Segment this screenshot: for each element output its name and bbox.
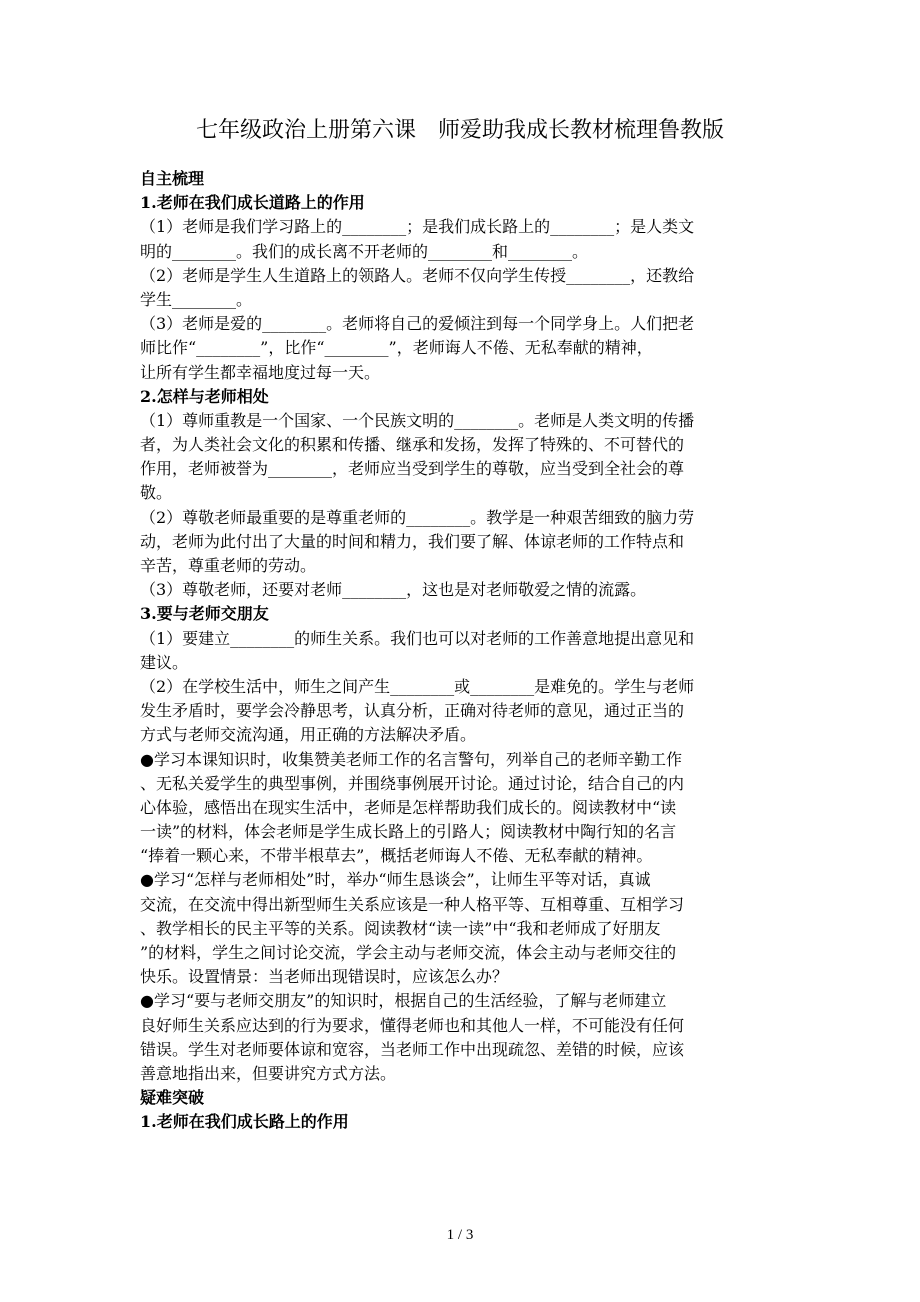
text-line: 让所有学生都幸福地度过每一天。 xyxy=(140,362,381,382)
text-line: 者，为人类社会文化的积累和传播、继承和发扬，发挥了特殊的、不可替代的 xyxy=(140,435,685,455)
text-line: （1）老师是我们学习路上的________；是我们成长路上的________；是人类文 xyxy=(140,217,695,237)
text-line: （2）在学校生活中，师生之间产生________或________是难免的。学生与老师 xyxy=(140,676,695,696)
section-heading: 3.要与老师交朋友 xyxy=(140,604,269,624)
text-line: 心体验，感悟出在现实生活中，老师是怎样帮助我们成长的。阅读教材中“读 xyxy=(140,797,677,817)
text-line: 善意地指出来，但要讲究方式方法。 xyxy=(140,1063,397,1083)
document-title: 七年级政治上册第六课 师爱助我成长教材梳理鲁教版 xyxy=(195,118,724,143)
text-line: 良好师生关系应达到的行为要求，懂得老师也和其他人一样，不可能没有任何 xyxy=(140,1015,685,1035)
text-line: （3）尊敬老师，还要对老师________，这也是对老师敬爱之情的流露。 xyxy=(140,580,647,600)
text-line: 一读”的材料，体会老师是学生成长路上的引路人；阅读教材中陶行知的名言 xyxy=(140,822,677,842)
text-line: 学生________。 xyxy=(140,289,253,309)
text-line: 辛苦，尊重老师的劳动。 xyxy=(140,556,317,575)
text-line: 、教学相长的民主平等的关系。阅读教材“读一读”中“我和老师成了好朋友 xyxy=(140,918,661,938)
text-line: 敬。 xyxy=(140,483,173,503)
section-heading: 2.怎样与老师相处 xyxy=(140,386,269,406)
text-line: （1）尊师重教是一个国家、一个民族文明的________。老师是人类文明的传播 xyxy=(140,410,695,430)
text-line: （1）要建立________的师生关系。我们也可以对老师的工作善意地提出意见和 xyxy=(140,628,695,648)
text-line: 师比作“________”，比作“________”，老师诲人不倦、无私奉献的精神， xyxy=(140,338,653,358)
text-line: ●学习“怎样与老师相处”时，举办“师生恳谈会”，让师生平等对话，真诚 xyxy=(140,870,651,890)
text-line: （3）老师是爱的________。老师将自己的爱倾注到每一个同学身上。人们把老 xyxy=(140,314,695,334)
text-line: 错误。学生对老师要体谅和宽容，当老师工作中出现疏忽、差错的时候，应该 xyxy=(140,1039,685,1059)
section-heading: 1.老师在我们成长道路上的作用 xyxy=(140,193,365,213)
text-line: 动，老师为此付出了大量的时间和精力，我们要了解、体谅老师的工作特点和 xyxy=(140,531,685,551)
text-line: （2）尊敬老师最重要的是尊重老师的________。教学是一种艰苦细致的脑力劳 xyxy=(140,507,695,527)
text-line: 作用，老师被誉为________，老师应当受到学生的尊敬，应当受到全社会的尊 xyxy=(140,459,685,479)
text-line: （2）老师是学生人生道路上的领路人。老师不仅向学生传授________，还教给 xyxy=(140,265,695,285)
text-line: 建议。 xyxy=(140,652,189,672)
section-heading: 疑难突破 xyxy=(140,1088,205,1108)
text-line: ”的材料，学生之间讨论交流，学会主动与老师交流，体会主动与老师交往的 xyxy=(140,943,677,962)
text-line: 发生矛盾时，要学会冷静思考，认真分析，正确对待老师的意见，通过正当的 xyxy=(140,701,685,721)
text-line: ●学习本课知识时，收集赞美老师工作的名言警句，列举自己的老师辛勤工作 xyxy=(140,749,682,769)
text-line: 方式与老师交流沟通，用正确的方法解决矛盾。 xyxy=(140,725,477,745)
section-heading: 1.老师在我们成长路上的作用 xyxy=(140,1112,349,1132)
text-line: 快乐。设置情景：当老师出现错误时，应该怎么办？ xyxy=(140,967,509,987)
text-line: ●学习“要与老师交朋友”的知识时，根据自己的生活经验，了解与老师建立 xyxy=(140,991,667,1011)
text-line: 明的________。我们的成长离不开老师的________和________。 xyxy=(140,241,589,261)
section-heading: 自主梳理 xyxy=(140,169,205,188)
document-body xyxy=(140,167,790,1135)
text-line: 交流，在交流中得出新型师生关系应该是一种人格平等、互相尊重、互相学习 xyxy=(140,894,685,914)
text-line: 、无私关爱学生的典型事例，并围绕事例展开讨论。通过讨论，结合自己的内 xyxy=(140,773,685,793)
page-number: 1 / 3 xyxy=(446,1227,474,1243)
text-line: “捧着一颗心来，不带半根草去”，概括老师诲人不倦、无私奉献的精神。 xyxy=(140,846,653,866)
